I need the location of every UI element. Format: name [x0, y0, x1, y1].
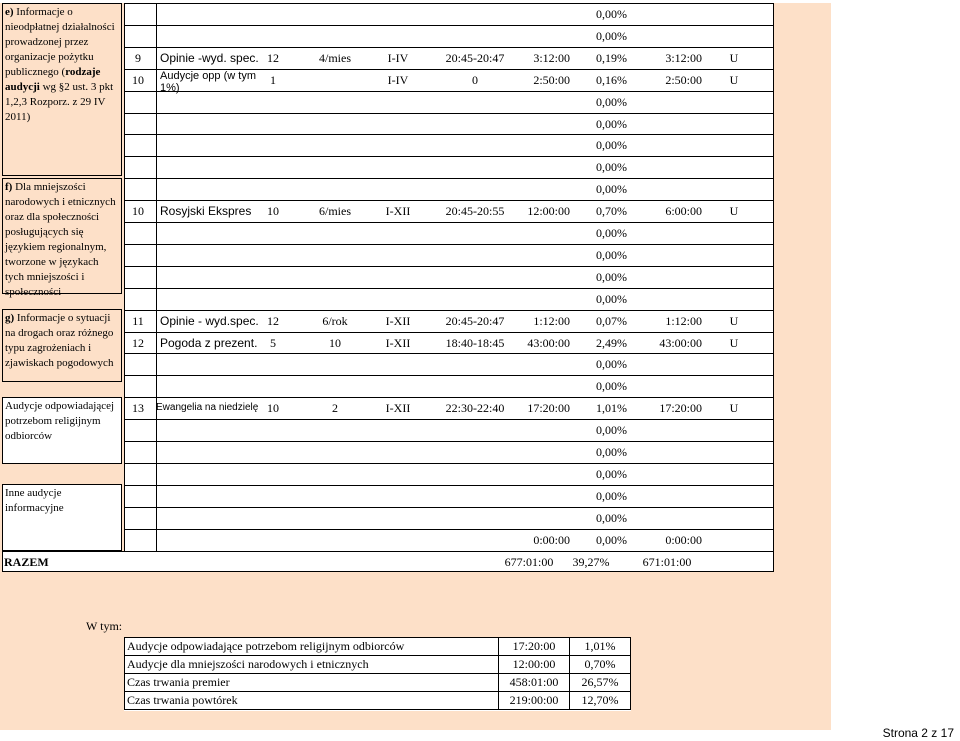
summary-row-label: Audycje odpowiadające potrzebom religijnym odbiorców: [125, 638, 499, 656]
row-hours-cell: 18:40-18:45: [445, 335, 505, 350]
row-dur-cell: 10: [267, 204, 279, 219]
summary-row: [125, 638, 631, 656]
category-g: [2, 309, 122, 382]
row-pct-cell: 0,07%: [596, 313, 627, 328]
row-pct-cell: 0,00%: [596, 357, 627, 372]
summary-row-time: 12:00:00: [499, 656, 570, 674]
category-religious-text: Audycje odpowiadającej potrzebom religijnym odbiorców: [5, 400, 115, 442]
category-e-tail: wg §2 ust. 3 pkt 1,2,3 Rozporz. z 29 IV 2011): [5, 81, 114, 123]
row-freq-cell: 2: [332, 401, 338, 416]
category-religious: [2, 397, 122, 464]
summary-row-label: Czas trwania powtórek: [125, 692, 499, 710]
summary-row-percent: 0,70%: [570, 656, 631, 674]
row-total-cell: 2:50:00: [533, 72, 570, 87]
row-pct-cell: 0,00%: [596, 510, 627, 525]
summary-row: [125, 656, 631, 674]
category-e-bold: rodzaje audycji: [5, 66, 101, 93]
row-period-cell: I-XII: [385, 204, 411, 219]
row-freq-cell: 6/rok: [322, 313, 348, 328]
row-hours-cell: 20:45-20:55: [445, 204, 505, 219]
summary-table: [124, 637, 631, 711]
row-total-cell: 12:00:00: [527, 204, 570, 219]
row-pct-cell: 0,00%: [596, 269, 627, 284]
row-flag-cell: U: [729, 401, 739, 416]
row-pct-cell: 0,00%: [596, 466, 627, 481]
row-total2-cell: 6:00:00: [665, 204, 702, 219]
total-time: 677:01:00: [504, 555, 554, 569]
category-g-prefix: g): [5, 312, 15, 324]
grid-column-line: [156, 3, 157, 551]
grid-row-line: [124, 463, 774, 464]
row-total-cell: 3:12:00: [533, 50, 570, 65]
row-title-cell: Audycje opp (w tym 1%): [160, 69, 256, 94]
row-no-cell: 12: [132, 335, 144, 350]
row-pct-cell: 0,00%: [596, 7, 627, 21]
category-f-prefix: f): [5, 181, 13, 193]
summary-row-time: 458:01:00: [499, 674, 570, 692]
grid-row-line: [124, 353, 774, 354]
grid-row-line: [124, 178, 774, 179]
row-pct-cell: 0,16%: [596, 72, 627, 87]
grid-row-line: [124, 222, 774, 223]
row-title-cell: Rosyjski Ekspres: [160, 204, 252, 219]
row-dur-cell: 10: [267, 401, 279, 416]
row-flag-cell: U: [729, 50, 739, 65]
total-label: RAZEM: [4, 555, 49, 569]
row-pct-cell: 0,00%: [596, 488, 627, 503]
row-pct-cell: 0,00%: [596, 532, 627, 547]
row-hours-cell: 22:30-22:40: [445, 401, 505, 416]
row-total-cell: 1:12:00: [533, 313, 570, 328]
row-no-cell: 10: [132, 72, 144, 87]
row-flag-cell: U: [729, 72, 739, 87]
row-period-cell: I-XII: [385, 313, 411, 328]
row-total2-cell: 17:20:00: [659, 401, 702, 416]
row-title-cell: Ewangelia na niedzielę: [156, 402, 259, 414]
grid-row-line: [124, 3, 774, 4]
row-pct-cell: 2,49%: [596, 335, 627, 350]
row-pct-cell: 0,00%: [596, 116, 627, 131]
grid-row-line: [124, 113, 774, 114]
row-period-cell: I-IV: [387, 50, 409, 65]
row-no-cell: 11: [132, 313, 144, 328]
grid-row-line: [124, 134, 774, 135]
total-percent: 39,27%: [572, 555, 610, 569]
summary-row: [125, 674, 631, 692]
grid-row-line: [124, 529, 774, 530]
row-period-cell: I-IV: [387, 72, 409, 87]
category-f-text: Dla mniejszości narodowych i etnicznych oraz dla społeczności posługujących się językiem regionalnym, tworzone w językach tych mniejszości i społeczności: [5, 181, 116, 298]
grid-row-line: [124, 244, 774, 245]
row-hours-cell: 20:45-20:47: [445, 50, 505, 65]
row-no-cell: 10: [132, 204, 144, 219]
row-freq-cell: 10: [329, 335, 341, 350]
grid-row-line: [124, 375, 774, 376]
category-g-text: Informacje o sytuacji na drogach oraz różnego typu zagrożeniach i zjawiskach pogodowych: [5, 312, 114, 369]
summary-row-time: 17:20:00: [499, 638, 570, 656]
row-title-cell: Pogoda z prezent.: [160, 335, 258, 350]
row-freq-cell: 6/mies: [319, 204, 351, 219]
row-pct-cell: 0,00%: [596, 138, 627, 153]
row-pct-cell: 0,00%: [596, 291, 627, 306]
row-total2-cell: 0:00:00: [665, 532, 702, 547]
category-e-text: Informacje o nieodpłatnej działalności prowadzonej przez organizacje pożytku publicznego (: [5, 6, 115, 78]
grid-row-line: [124, 485, 774, 486]
row-pct-cell: 0,00%: [596, 160, 627, 175]
grid-row-line: [124, 332, 774, 333]
category-other-info-text: Inne audycje informacyjne: [5, 487, 64, 514]
row-total2-cell: 2:50:00: [665, 72, 702, 87]
summary-row-percent: 1,01%: [570, 638, 631, 656]
row-total2-cell: 1:12:00: [665, 313, 702, 328]
row-pct-cell: 0,19%: [596, 50, 627, 65]
row-hours-cell: 20:45-20:47: [445, 313, 505, 328]
total-row: [2, 551, 774, 572]
row-pct-cell: 0,70%: [596, 204, 627, 219]
summary-row-time: 219:00:00: [499, 692, 570, 710]
summary-row-percent: 12,70%: [570, 692, 631, 710]
summary-row-percent: 26,57%: [570, 674, 631, 692]
row-pct-cell: 0,00%: [596, 94, 627, 109]
row-total2-cell: 3:12:00: [665, 50, 702, 65]
category-f: [2, 178, 122, 298]
summary-row-label: Audycje dla mniejszości narodowych i etnicznych: [125, 656, 499, 674]
row-pct-cell: 0,00%: [596, 28, 627, 43]
row-period-cell: I-XII: [385, 335, 411, 350]
grid-row-line: [124, 25, 774, 26]
row-total-cell: 0:00:00: [533, 532, 570, 547]
row-no-cell: 13: [132, 401, 144, 416]
row-pct-cell: 0,00%: [596, 445, 627, 459]
row-dur-cell: 5: [270, 335, 276, 350]
grid-row-line: [124, 507, 774, 508]
row-dur-cell: 12: [267, 50, 279, 65]
row-pct-cell: 0,00%: [596, 182, 627, 197]
row-dur-cell: 12: [267, 313, 279, 328]
grid-row-line: [124, 441, 774, 442]
grid-row-line: [124, 200, 774, 201]
row-no-cell: 9: [135, 50, 141, 65]
category-other-info: [2, 484, 122, 551]
row-flag-cell: U: [729, 204, 739, 219]
row-pct-cell: 0,00%: [596, 226, 627, 240]
row-pct-cell: 0,00%: [596, 247, 627, 262]
summary-label: W tym:: [86, 619, 123, 633]
row-title-cell: Opinie -wyd. spec.: [160, 50, 259, 65]
grid-row-line: [124, 47, 774, 48]
summary-row-label: Czas trwania premier: [125, 674, 499, 692]
row-dur-cell: 1: [270, 72, 276, 87]
grid-column-line: [124, 3, 125, 551]
row-total-cell: 43:00:00: [527, 335, 570, 350]
grid-row-line: [124, 397, 774, 398]
category-e-prefix: e): [5, 6, 14, 18]
row-total-cell: 17:20:00: [527, 401, 570, 416]
grid-row-line: [124, 310, 774, 311]
row-flag-cell: U: [729, 313, 739, 328]
row-title-cell: Opinie - wyd.spec.: [160, 313, 259, 328]
grid-row-line: [124, 419, 774, 420]
grid-column-line: [773, 3, 774, 551]
row-pct-cell: 1,01%: [596, 401, 627, 416]
row-freq-cell: 4/mies: [319, 50, 351, 65]
row-hours-cell: 0: [472, 72, 478, 87]
row-flag-cell: U: [729, 335, 739, 350]
row-pct-cell: 0,00%: [596, 379, 627, 394]
grid-row-line: [124, 288, 774, 289]
summary-row: [125, 692, 631, 710]
page-number: Strona 2 z 17: [882, 726, 954, 740]
row-total2-cell: 43:00:00: [659, 335, 702, 350]
grid-row-line: [124, 266, 774, 267]
row-period-cell: I-XII: [385, 401, 411, 416]
category-e: [2, 3, 122, 176]
row-pct-cell: 0,00%: [596, 423, 627, 438]
total-time-2: 671:01:00: [642, 555, 692, 569]
grid-row-line: [124, 156, 774, 157]
